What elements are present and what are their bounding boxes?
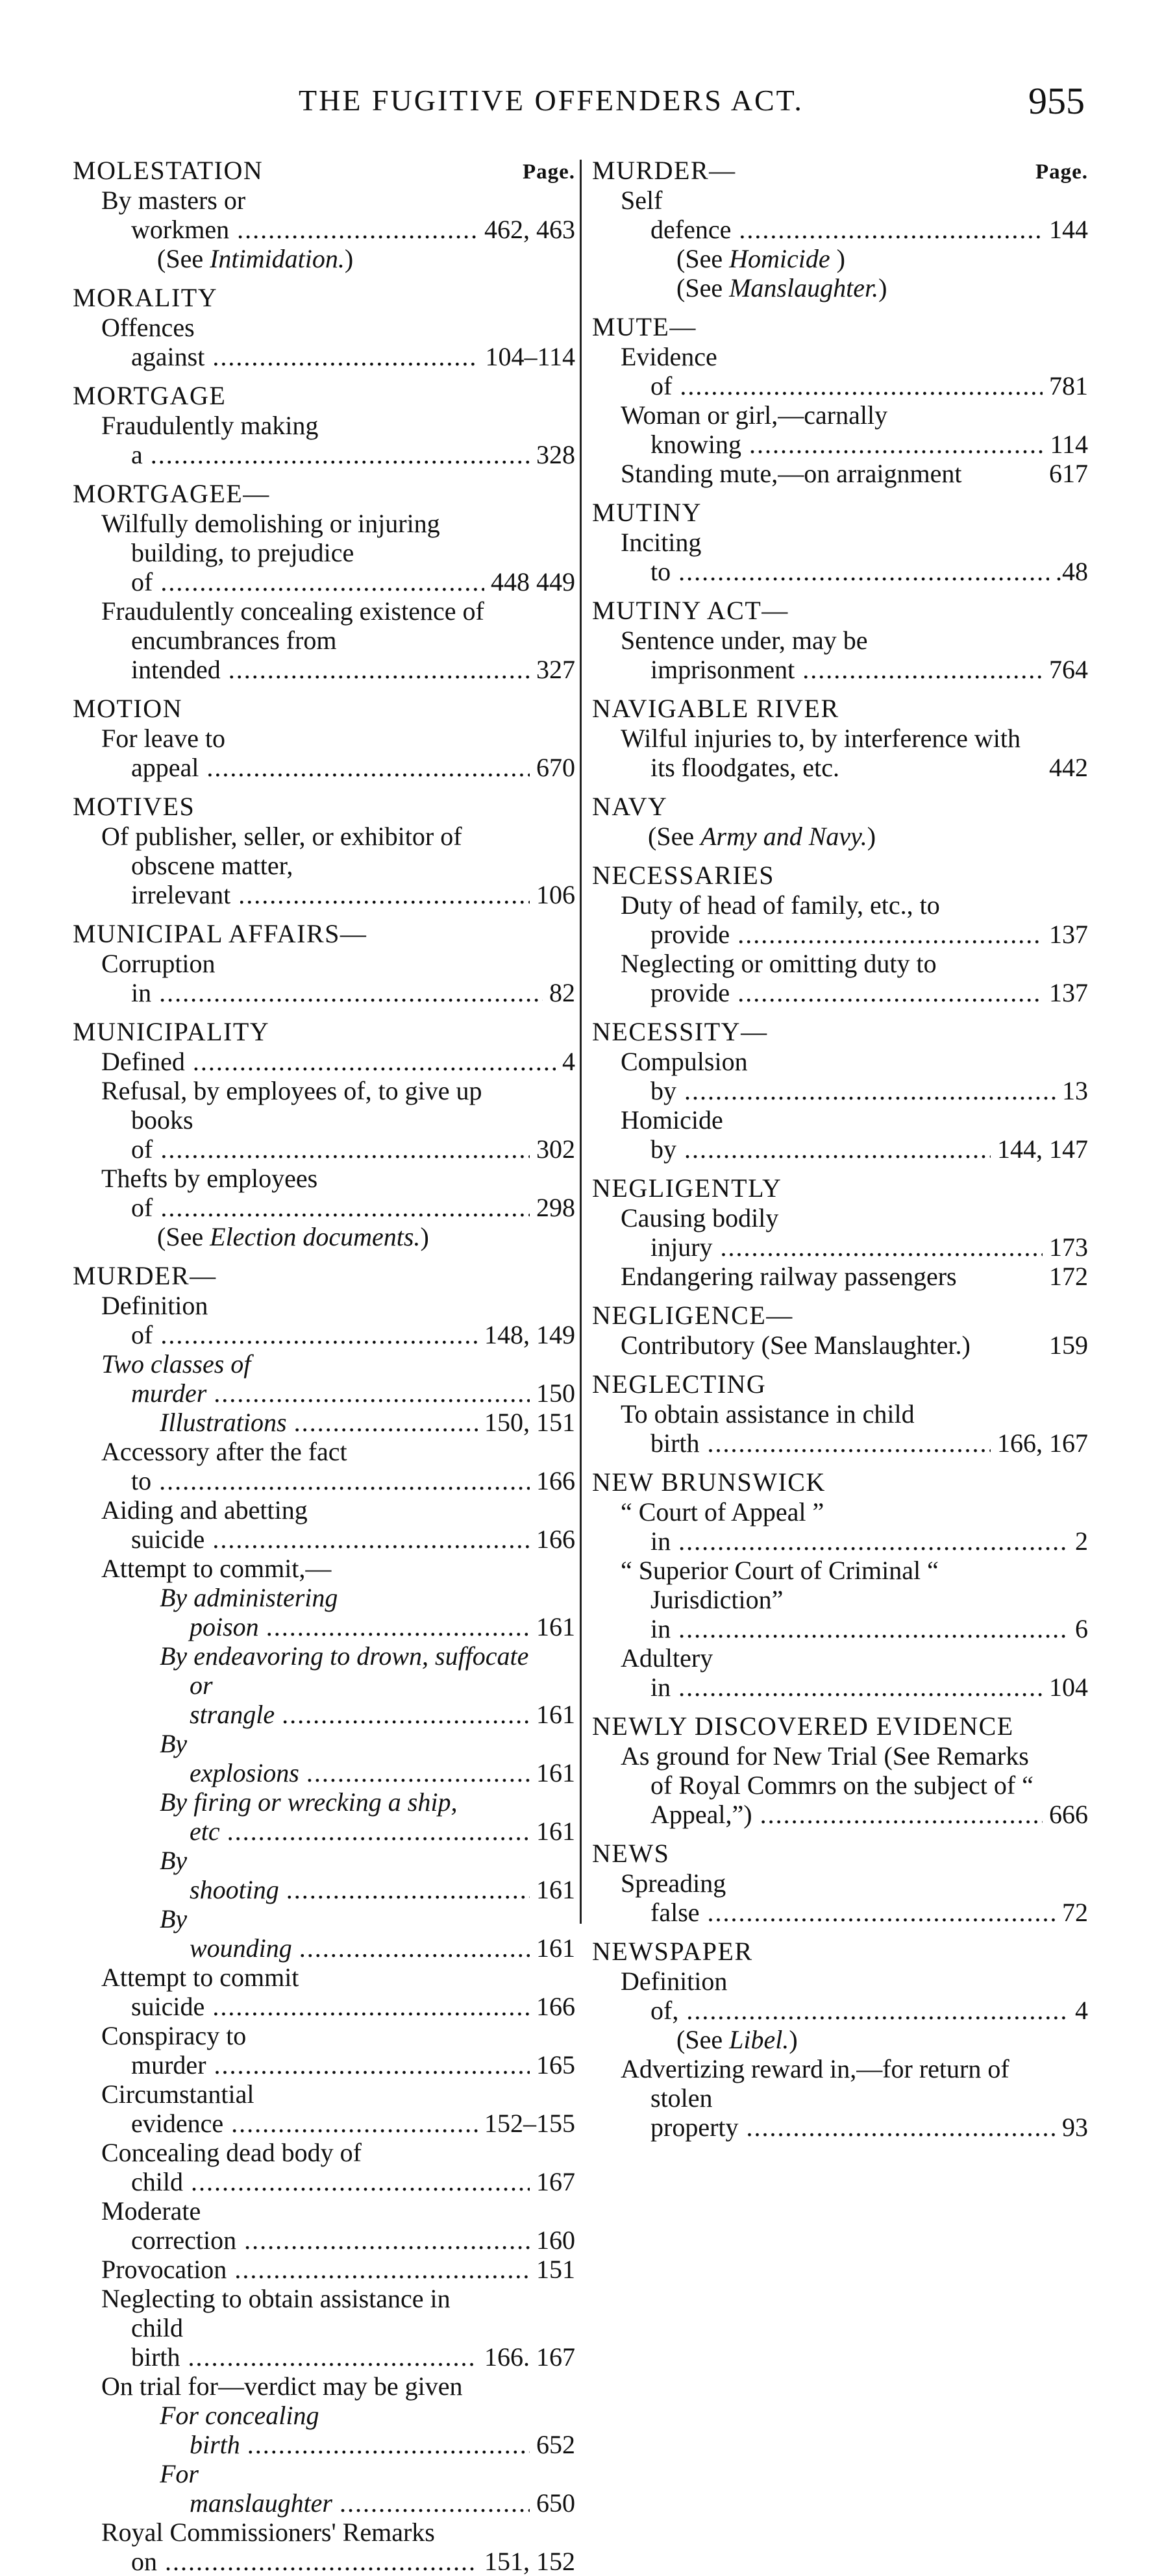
index-entry bbox=[592, 1741, 1088, 1829]
entry-page-ref: 670 bbox=[536, 753, 575, 782]
heading-text: NAVIGABLE RIVER bbox=[592, 694, 839, 723]
entry-text: Spreading false ..... bbox=[621, 1869, 1056, 1927]
see-suffix: ) bbox=[867, 822, 876, 851]
see-prefix: (See bbox=[157, 244, 210, 273]
index-entry bbox=[592, 1331, 1088, 1360]
heading-text: MUNICIPALITY bbox=[73, 1017, 270, 1046]
entry-page-ref: 166 bbox=[536, 1466, 575, 1495]
heading-text: MUTE— bbox=[592, 312, 697, 341]
entry-page-ref: 148, 149 bbox=[484, 1320, 575, 1349]
entry-text: Concealing dead body of child ..... bbox=[101, 2138, 530, 2196]
index-heading bbox=[73, 694, 575, 724]
index-entry bbox=[73, 313, 575, 371]
entry-text: Illustrations ..... bbox=[160, 1408, 478, 1437]
entry-text: As ground for New Trial (See Remarks of Royal Commrs on the subject of “ Appeal,”) ..... bbox=[621, 1741, 1043, 1829]
entry-text: For concealing birth ..... bbox=[160, 2401, 530, 2459]
index-heading bbox=[592, 1839, 1088, 1869]
entry-text: Conspiracy to murder ..... bbox=[101, 2021, 530, 2079]
index-entry bbox=[592, 186, 1088, 244]
heading-text: MORTGAGEE— bbox=[73, 479, 270, 508]
entry-page-ref: 82 bbox=[549, 978, 575, 1007]
index-entry bbox=[73, 1495, 575, 1554]
heading-text: MOTIVES bbox=[73, 792, 195, 821]
entry-page-ref: 104 bbox=[1049, 1673, 1088, 1702]
entry-text: Fraudulently making a ..... bbox=[101, 411, 530, 469]
entry-text: Standing mute,—on arraignment bbox=[621, 459, 962, 488]
index-entry bbox=[73, 1963, 575, 2021]
see-reference bbox=[73, 244, 575, 273]
heading-text: NEGLIGENTLY bbox=[592, 1173, 782, 1203]
index-entry bbox=[592, 1105, 1088, 1164]
heading-text: NAVY bbox=[592, 792, 668, 821]
entry-page-ref: 302 bbox=[536, 1135, 575, 1164]
index-entry bbox=[73, 2255, 575, 2284]
entry-text: Homicide by ..... bbox=[621, 1105, 991, 1164]
index-entry bbox=[73, 2401, 575, 2459]
entry-page-ref: 160 bbox=[536, 2226, 575, 2255]
heading-text: MUTINY bbox=[592, 498, 702, 527]
entry-page-ref: 13 bbox=[1062, 1076, 1088, 1105]
entry-page-ref: 327 bbox=[536, 655, 575, 684]
see-target: Manslaughter. bbox=[729, 273, 879, 302]
entry-page-ref: 114 bbox=[1050, 430, 1088, 459]
entry-page-ref: 137 bbox=[1049, 920, 1088, 949]
entry-text: Advertizing reward in,—for return of stolen property ..... bbox=[621, 2054, 1056, 2142]
see-target: Libel. bbox=[729, 2025, 789, 2054]
index-entry bbox=[73, 2021, 575, 2079]
entry-page-ref: 167 bbox=[536, 2167, 575, 2196]
index-heading bbox=[73, 156, 575, 186]
index-entry bbox=[592, 1203, 1088, 1262]
index-entry bbox=[592, 626, 1088, 684]
see-reference bbox=[592, 822, 1088, 851]
column-divider bbox=[580, 160, 582, 1924]
index-entry bbox=[592, 1967, 1088, 2025]
index-entry bbox=[73, 1787, 575, 1846]
index-heading bbox=[592, 1937, 1088, 1967]
entry-text: By explosions ..... bbox=[160, 1729, 530, 1787]
index-heading bbox=[592, 1173, 1088, 1203]
heading-text: MUNICIPAL AFFAIRS— bbox=[73, 919, 367, 948]
entry-text: Compulsion by ..... bbox=[621, 1047, 1056, 1105]
entry-page-ref: 166. 167 bbox=[484, 2342, 575, 2372]
entry-page-ref: 173 bbox=[1049, 1233, 1088, 1262]
see-reference bbox=[592, 273, 1088, 302]
index-entry bbox=[73, 1349, 575, 1408]
index-entry bbox=[73, 2196, 575, 2255]
page-column-label: Page. bbox=[1035, 160, 1088, 184]
index-entry bbox=[73, 2138, 575, 2196]
entry-page-ref: 6 bbox=[1075, 1614, 1088, 1643]
index-entry bbox=[73, 1583, 575, 1641]
entry-text: Definition of ..... bbox=[101, 1291, 478, 1349]
index-heading bbox=[73, 1017, 575, 1047]
heading-text: MUTINY ACT— bbox=[592, 596, 789, 625]
entry-page-ref: 137 bbox=[1049, 978, 1088, 1007]
entry-page-ref: 161 bbox=[536, 1612, 575, 1641]
index-entry bbox=[592, 1047, 1088, 1105]
entry-page-ref: 652 bbox=[536, 2430, 575, 2459]
index-heading bbox=[73, 479, 575, 509]
index-entry bbox=[73, 2518, 575, 2576]
index-entry bbox=[73, 596, 575, 684]
heading-text: NEWS bbox=[592, 1839, 670, 1868]
index-entry bbox=[73, 509, 575, 596]
page-number: 955 bbox=[1028, 80, 1085, 122]
index-heading bbox=[592, 156, 1088, 186]
index-entry bbox=[73, 1047, 575, 1076]
index-heading bbox=[592, 792, 1088, 822]
entry-text: Duty of head of family, etc., to provide ..... bbox=[621, 890, 1043, 949]
entry-page-ref: 166, 167 bbox=[997, 1429, 1088, 1458]
index-heading bbox=[73, 792, 575, 822]
right-column bbox=[592, 156, 1088, 2142]
index-heading bbox=[592, 861, 1088, 890]
see-target: Army and Navy. bbox=[700, 822, 867, 851]
heading-text: NEGLIGENCE— bbox=[592, 1301, 793, 1330]
entry-page-ref: 150, 151 bbox=[484, 1408, 575, 1437]
entry-page-ref: 161 bbox=[536, 1875, 575, 1904]
entry-page-ref: 106 bbox=[536, 880, 575, 909]
index-entry bbox=[592, 1399, 1088, 1458]
heading-text: NEGLECTING bbox=[592, 1369, 767, 1399]
see-prefix: (See bbox=[676, 273, 730, 302]
entry-page-ref: .48 bbox=[1056, 557, 1088, 586]
index-entry bbox=[592, 400, 1088, 459]
entry-page-ref: 4 bbox=[1075, 1996, 1088, 2025]
index-entry bbox=[73, 1904, 575, 1963]
index-entry bbox=[73, 2459, 575, 2518]
entry-text: Provocation ..... bbox=[101, 2255, 530, 2284]
entry-text: Neglecting or omitting duty to provide ..... bbox=[621, 949, 1043, 1007]
entry-text: Adultery in ..... bbox=[621, 1643, 1043, 1702]
see-target: Homicide bbox=[729, 244, 830, 273]
entry-page-ref: 781 bbox=[1049, 371, 1088, 400]
entry-page-ref: 161 bbox=[536, 1700, 575, 1729]
index-entry bbox=[73, 186, 575, 244]
entry-text: To obtain assistance in child birth ..... bbox=[621, 1399, 991, 1458]
index-heading bbox=[592, 1301, 1088, 1331]
index-entry bbox=[592, 1643, 1088, 1702]
index-heading bbox=[592, 596, 1088, 626]
entry-text: By masters or workmen ..... bbox=[101, 186, 478, 244]
entry-text: Circumstantial evidence ..... bbox=[101, 2079, 478, 2138]
entry-page-ref: 172 bbox=[1049, 1262, 1088, 1291]
entry-page-ref: 764 bbox=[1049, 655, 1088, 684]
entry-text: For manslaughter ..... bbox=[160, 2459, 530, 2518]
index-heading bbox=[592, 694, 1088, 724]
heading-text: MOTION bbox=[73, 694, 182, 723]
entry-text: Attempt to commit suicide ..... bbox=[101, 1963, 530, 2021]
entry-text: Fraudulently concealing existence of encumbrances from intended ..... bbox=[101, 596, 530, 684]
entry-text: Offences against ..... bbox=[101, 313, 478, 371]
heading-text: MORALITY bbox=[73, 283, 218, 312]
entry-text: Refusal, by employees of, to give up books of ..... bbox=[101, 1076, 530, 1164]
entry-page-ref: 2 bbox=[1075, 1527, 1088, 1556]
entry-text: Endangering railway passengers bbox=[621, 1262, 957, 1291]
heading-text: NEWLY DISCOVERED EVIDENCE bbox=[592, 1711, 1014, 1741]
entry-text: Thefts by employees of ..... bbox=[101, 1164, 530, 1222]
heading-text: NEW BRUNSWICK bbox=[592, 1467, 826, 1497]
see-prefix: (See bbox=[157, 1222, 210, 1251]
index-entry bbox=[73, 949, 575, 1007]
entry-text: “ Superior Court of Criminal “ Jurisdiction” in ..... bbox=[621, 1556, 1069, 1643]
entry-page-ref: 72 bbox=[1062, 1898, 1088, 1927]
entry-page-ref: 151 bbox=[536, 2255, 575, 2284]
entry-text: Sentence under, may be imprisonment ..... bbox=[621, 626, 1043, 684]
entry-text: Contributory (See Manslaughter.) bbox=[621, 1331, 971, 1360]
see-reference bbox=[73, 1222, 575, 1251]
entry-page-ref: 462, 463 bbox=[484, 215, 575, 244]
entry-text: By endeavoring to drown, suffocate or strangle ..... bbox=[160, 1641, 530, 1729]
entry-text: Defined ..... bbox=[101, 1047, 556, 1076]
index-entry bbox=[592, 459, 1088, 488]
index-entry bbox=[73, 1846, 575, 1904]
entry-text: Aiding and abetting suicide ..... bbox=[101, 1495, 530, 1554]
index-entry bbox=[73, 1437, 575, 1495]
entry-page-ref: 144, 147 bbox=[997, 1135, 1088, 1164]
index-entry bbox=[592, 890, 1088, 949]
entry-page-ref: 161 bbox=[536, 1817, 575, 1846]
entry-page-ref: 150 bbox=[536, 1379, 575, 1408]
heading-text: NEWSPAPER bbox=[592, 1937, 753, 1966]
entry-text: Definition of, ..... bbox=[621, 1967, 1069, 2025]
heading-text: MURDER— bbox=[592, 156, 736, 185]
see-suffix: ) bbox=[830, 244, 845, 273]
see-suffix: ) bbox=[420, 1222, 429, 1251]
see-target: Intimidation. bbox=[210, 244, 345, 273]
see-suffix: ) bbox=[878, 273, 887, 302]
entry-text: Moderate correction ..... bbox=[101, 2196, 530, 2255]
entry-page-ref: 442 bbox=[1049, 753, 1088, 782]
left-column bbox=[73, 156, 575, 2576]
index-entry bbox=[592, 724, 1088, 782]
index-heading bbox=[592, 1467, 1088, 1497]
entry-text: Self defence ..... bbox=[621, 186, 1043, 244]
index-heading bbox=[73, 283, 575, 313]
index-entry bbox=[73, 1164, 575, 1222]
entry-page-ref: 104–114 bbox=[485, 342, 575, 371]
entry-text: Accessory after the fact to ..... bbox=[101, 1437, 530, 1495]
entry-text: Corruption in ..... bbox=[101, 949, 543, 1007]
heading-text: MURDER— bbox=[73, 1261, 217, 1290]
see-reference bbox=[592, 2025, 1088, 2054]
see-prefix: (See bbox=[648, 822, 701, 851]
entry-page-ref: 165 bbox=[536, 2050, 575, 2079]
index-entry bbox=[73, 724, 575, 782]
page-column-label: Page. bbox=[522, 160, 575, 184]
index-entry bbox=[73, 2079, 575, 2138]
heading-text: MOLESTATION bbox=[73, 156, 264, 185]
entry-page-ref: 166 bbox=[536, 1992, 575, 2021]
entry-text: Two classes of murder ..... bbox=[101, 1349, 530, 1408]
see-suffix: ) bbox=[344, 244, 354, 273]
index-entry bbox=[592, 1556, 1088, 1643]
see-prefix: (See bbox=[676, 2025, 730, 2054]
see-prefix: (See bbox=[676, 244, 730, 273]
index-heading bbox=[592, 1017, 1088, 1047]
entry-page-ref: 151, 152 bbox=[484, 2547, 575, 2576]
heading-text: NECESSITY— bbox=[592, 1017, 768, 1046]
entry-page-ref: 166 bbox=[536, 1525, 575, 1554]
entry-text: By administering poison ..... bbox=[160, 1583, 530, 1641]
entry-text: By wounding ..... bbox=[160, 1904, 530, 1963]
index-heading bbox=[592, 1369, 1088, 1399]
entry-page-ref: 448 449 bbox=[491, 567, 575, 596]
entry-page-ref: 328 bbox=[536, 440, 575, 469]
index-heading bbox=[592, 498, 1088, 528]
entry-page-ref: 650 bbox=[536, 2488, 575, 2518]
entry-text: For leave to appeal ..... bbox=[101, 724, 530, 782]
entry-page-ref: 4 bbox=[562, 1047, 575, 1076]
heading-text: NECESSARIES bbox=[592, 861, 774, 890]
entry-page-ref: 161 bbox=[536, 1933, 575, 1963]
index-entry bbox=[73, 1076, 575, 1164]
entry-text: Woman or girl,—carnally knowing ..... bbox=[621, 400, 1043, 459]
index-heading bbox=[73, 381, 575, 411]
index-entry bbox=[73, 1408, 575, 1437]
see-target: Election documents. bbox=[210, 1222, 421, 1251]
index-entry bbox=[592, 1262, 1088, 1291]
index-subheading: On trial for—verdict may be given bbox=[101, 2372, 463, 2401]
running-title: THE FUGITIVE OFFENDERS ACT. bbox=[299, 84, 804, 117]
index-heading bbox=[592, 1711, 1088, 1741]
index-entry bbox=[592, 342, 1088, 400]
entry-text: Neglecting to obtain assistance in child birth ..... bbox=[101, 2284, 478, 2372]
index-entry bbox=[592, 1869, 1088, 1927]
index-entry bbox=[592, 1497, 1088, 1556]
entry-page-ref: 93 bbox=[1062, 2113, 1088, 2142]
entry-text: By firing or wrecking a ship, etc ..... bbox=[160, 1787, 530, 1846]
index-entry bbox=[73, 1641, 575, 1729]
entry-text: By shooting ..... bbox=[160, 1846, 530, 1904]
index-entry bbox=[592, 2054, 1088, 2142]
index-entry bbox=[592, 528, 1088, 586]
entry-page-ref: 159 bbox=[1049, 1331, 1088, 1360]
heading-text: MORTGAGE bbox=[73, 381, 227, 410]
entry-text: “ Court of Appeal ” in ..... bbox=[621, 1497, 1069, 1556]
index-entry bbox=[73, 1291, 575, 1349]
entry-text: Causing bodily injury ..... bbox=[621, 1203, 1043, 1262]
index-entry bbox=[73, 2284, 575, 2372]
see-suffix: ) bbox=[789, 2025, 798, 2054]
see-reference bbox=[592, 244, 1088, 273]
entry-page-ref: 152–155 bbox=[484, 2109, 575, 2138]
index-heading bbox=[592, 312, 1088, 342]
entry-page-ref: 161 bbox=[536, 1758, 575, 1787]
index-heading bbox=[73, 1261, 575, 1291]
index-heading bbox=[73, 919, 575, 949]
index-entry bbox=[73, 411, 575, 469]
entry-text: Royal Commissioners' Remarks on ..... bbox=[101, 2518, 478, 2576]
entry-page-ref: 144 bbox=[1049, 215, 1088, 244]
entry-page-ref: 298 bbox=[536, 1193, 575, 1222]
index-entry bbox=[592, 949, 1088, 1007]
entry-text: Evidence of ..... bbox=[621, 342, 1043, 400]
entry-text: Inciting to ..... bbox=[621, 528, 1049, 586]
entry-text: Of publisher, seller, or exhibitor of obscene matter, irrelevant ..... bbox=[101, 822, 530, 909]
page-header bbox=[0, 80, 1151, 135]
index-entry bbox=[73, 822, 575, 909]
entry-page-ref: 617 bbox=[1049, 459, 1088, 488]
index-entry bbox=[73, 1729, 575, 1787]
entry-text: Wilful injuries to, by interference with its floodgates, etc. bbox=[621, 724, 1021, 782]
entry-text: Wilfully demolishing or injuring building, to prejudice of ..... bbox=[101, 509, 484, 596]
entry-page-ref: 666 bbox=[1049, 1800, 1088, 1829]
index-subheading: Attempt to commit,— bbox=[101, 1554, 332, 1583]
